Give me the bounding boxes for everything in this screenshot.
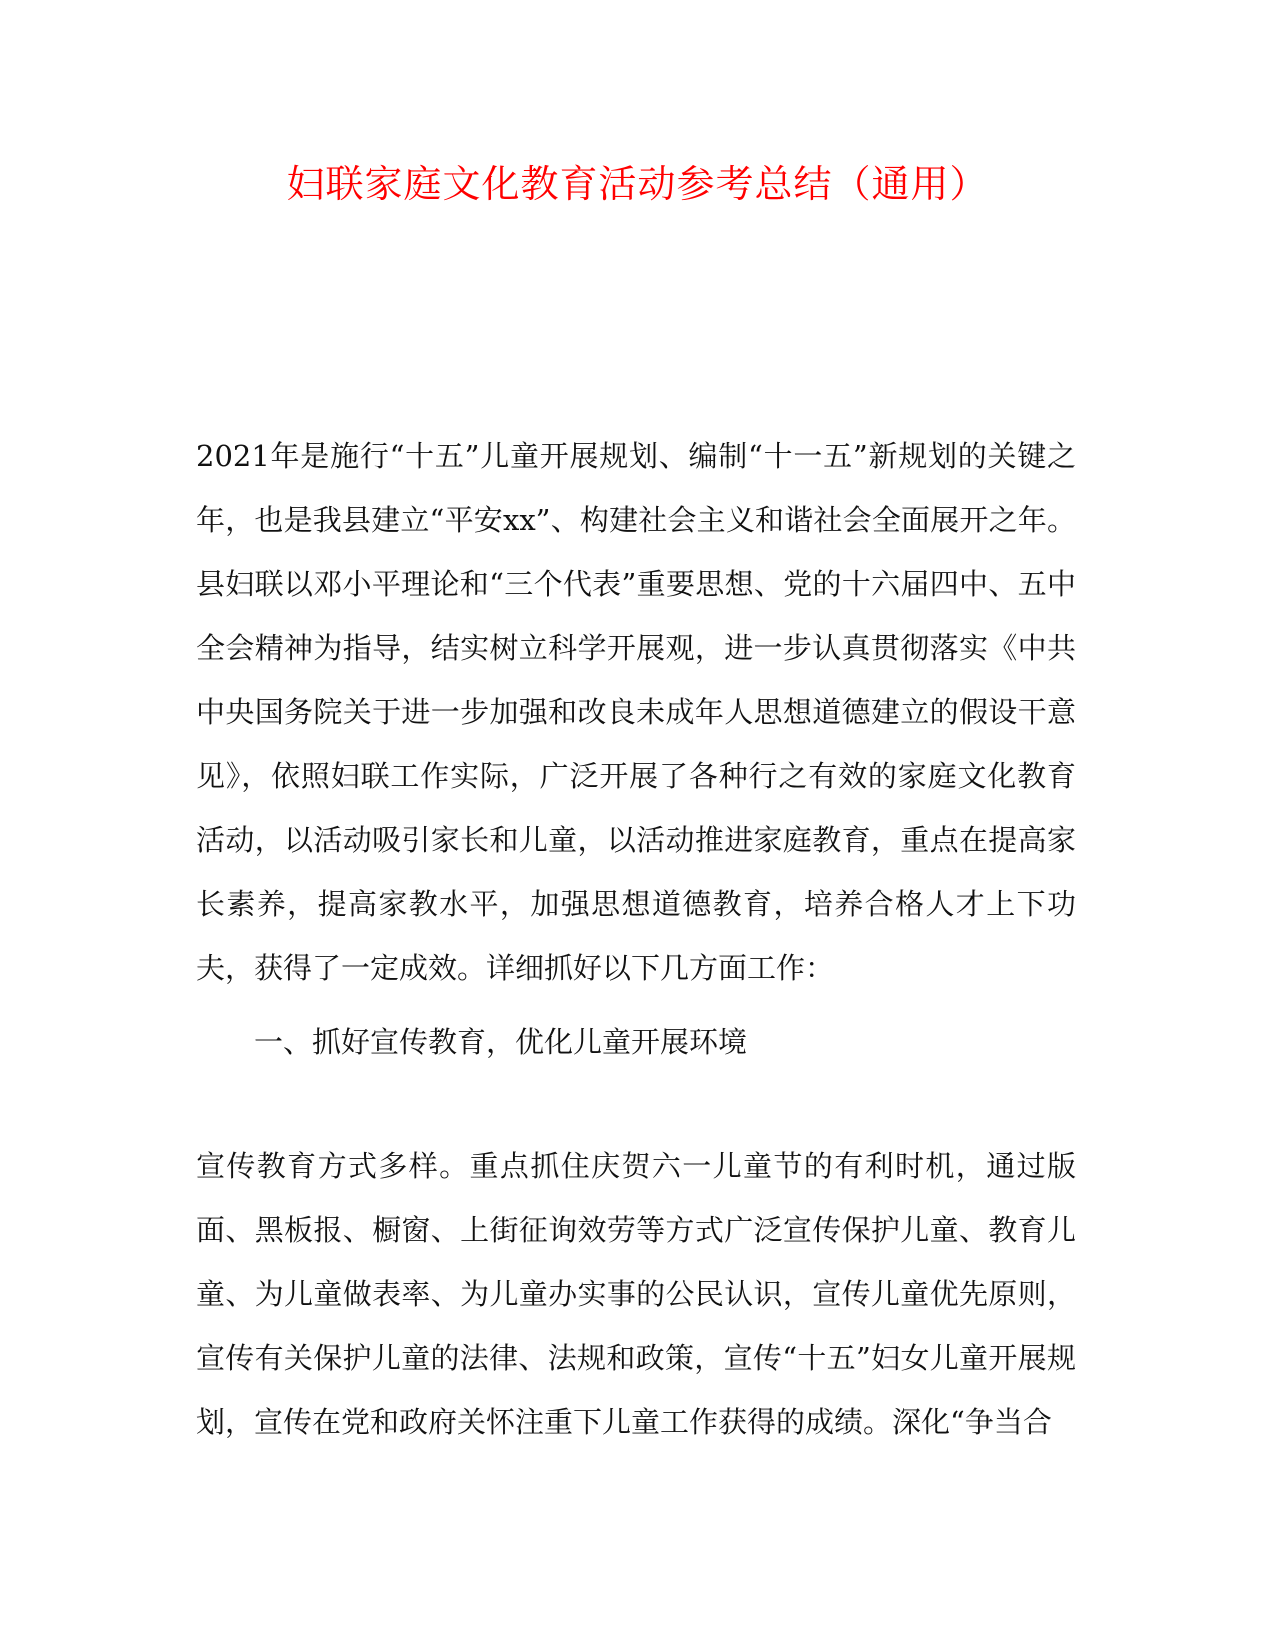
section-heading: 一、抓好宣传教育，优化儿童开展环境 xyxy=(254,1025,748,1059)
intro-paragraph: 2021年是施行“十五”儿童开展规划、编制“十一五”新规划的关键之年，也是我县建立“平安xx”、构建社会主义和谐社会全面展开之年。县妇联以邓小平理论和“三个代表”重要思想、党的十六届四中、五中全会精神为指导，结实树立科学开展观，进一步认真贯彻落实《中共中央国务院关于进一步加强和改良未成年人思想道德建立的假设干意见》，依照妇联工作实际，广泛开展了各种行之有效的家庭文化教育活动，以活动吸引家长和儿童，以活动推进家庭教育，重点在提高家长素养，提高家教水平，加强思想道德教育，培养合格人才上下功夫，获得了一定成效。详细抓好以下几方面工作： xyxy=(196,439,1076,985)
section-paragraph: 宣传教育方式多样。重点抓住庆贺六一儿童节的有利时机，通过版面、黑板报、橱窗、上街征询效劳等方式广泛宣传保护儿童、教育儿童、为儿童做表率、为儿童办实事的公民认识，宣传儿童优先原则，宣传有关保护儿童的法律、法规和政策，宣传“十五”妇女儿童开展规划，宣传在党和政府关怀注重下儿童工作获得的成绩。深化“争当合 xyxy=(196,1149,1076,1439)
document-title: 妇联家庭文化教育活动参考总结（通用） xyxy=(286,162,989,206)
